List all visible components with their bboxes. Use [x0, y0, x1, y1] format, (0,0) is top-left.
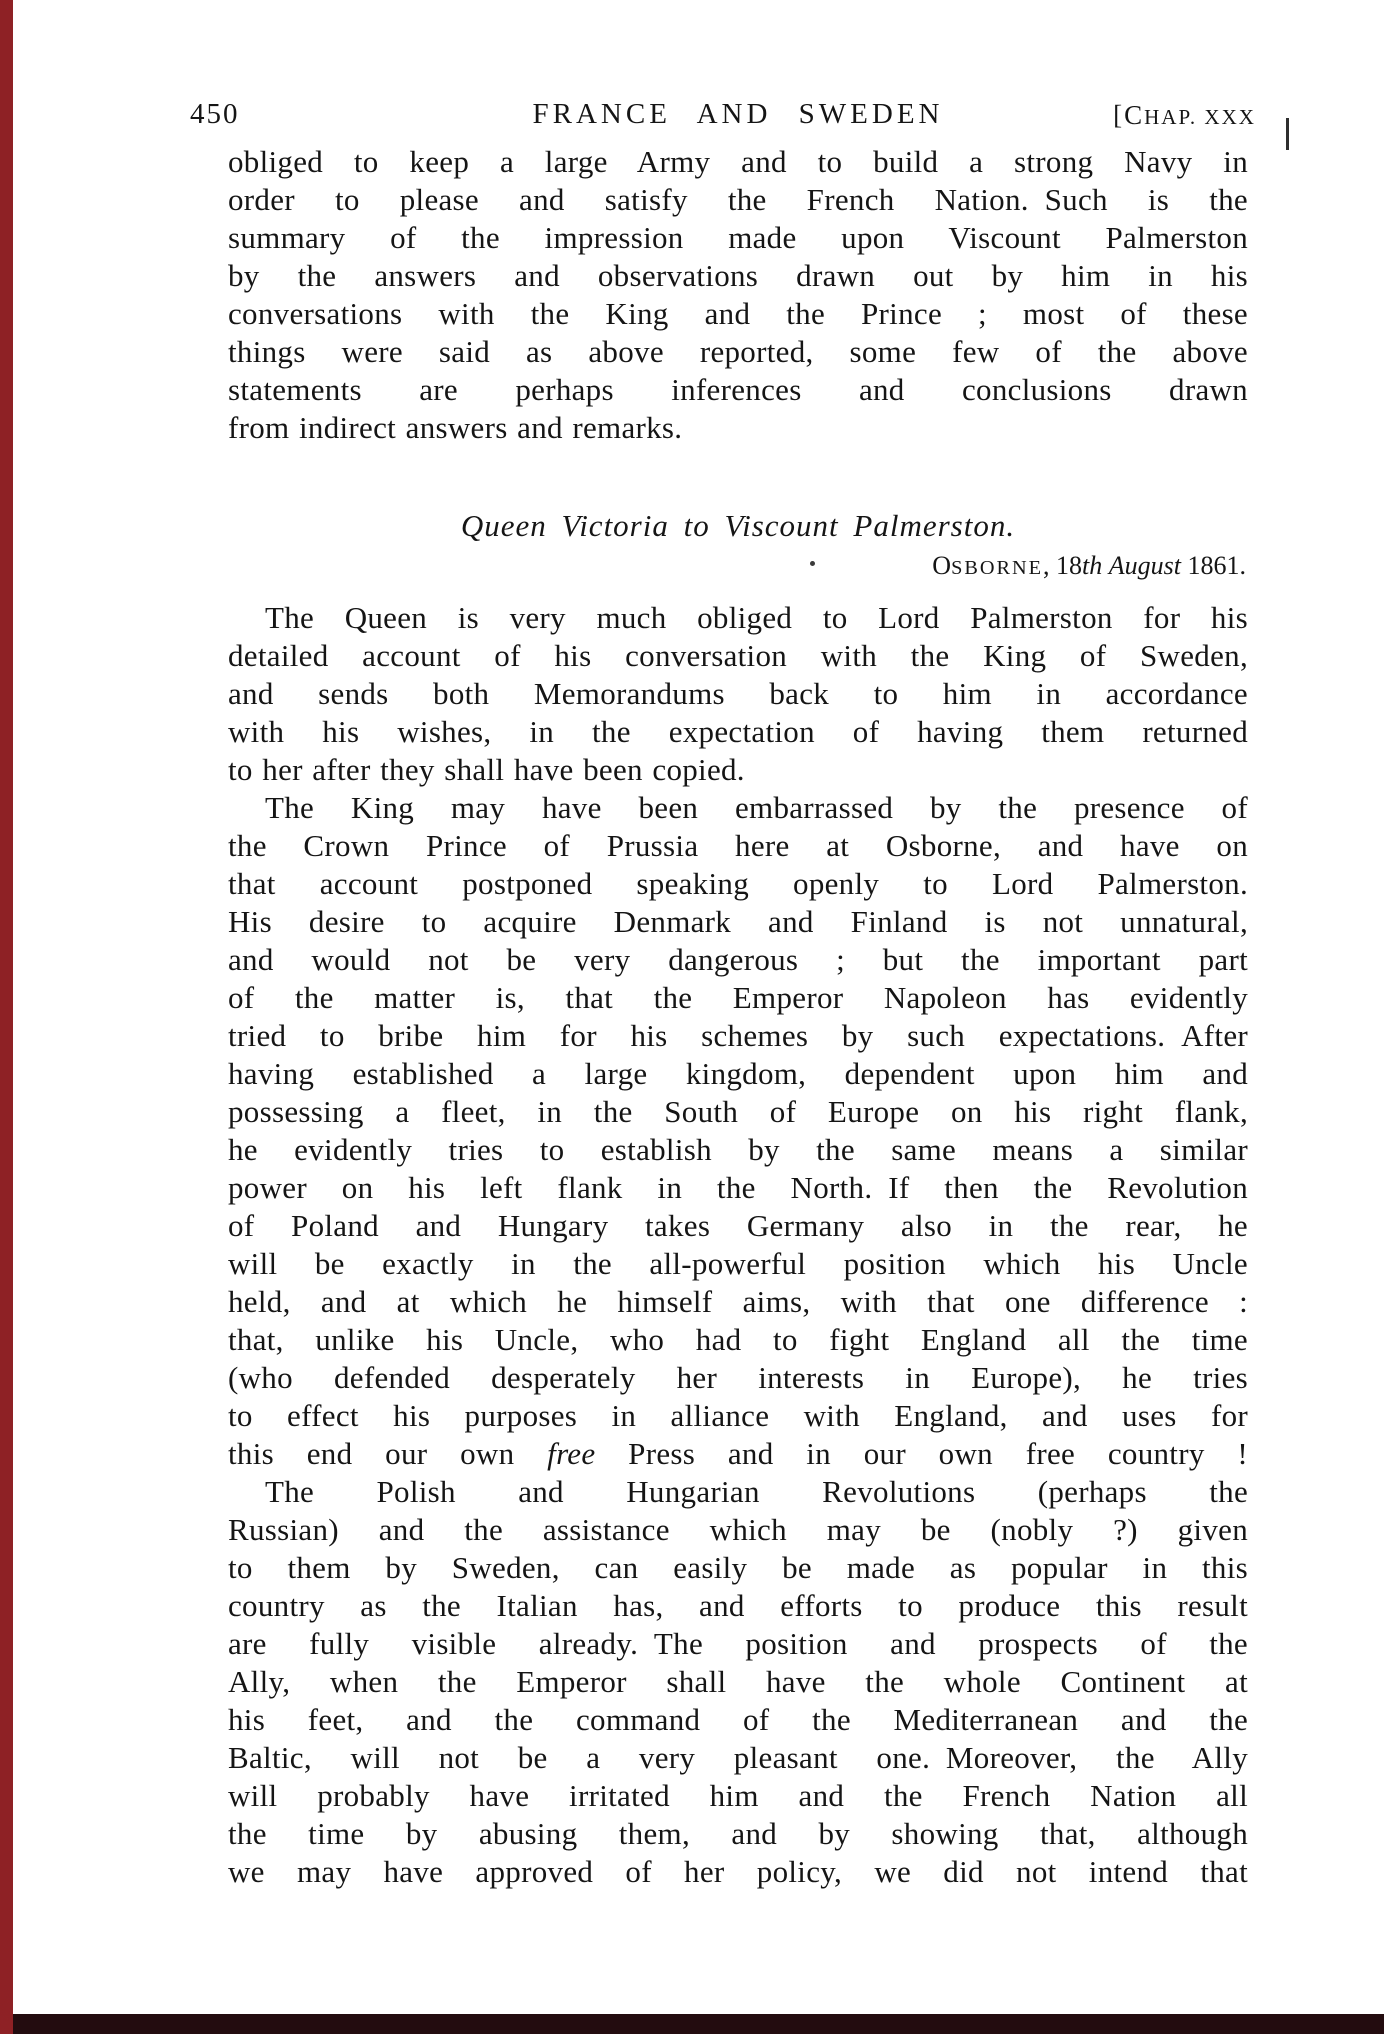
text-line: the Crown Prince of Prussia here at Osborne, and have on	[228, 828, 1248, 863]
running-head	[190, 97, 1256, 131]
text-line: His desire to acquire Denmark and Finland is not unnatural,	[228, 904, 1248, 939]
text-line: and would not be very dangerous ; but the important part	[228, 942, 1248, 977]
text-line: to her after they shall have been copied.	[228, 752, 745, 787]
text-line: conversations with the King and the Prince ; most of these	[228, 296, 1248, 331]
text-line: summary of the impression made upon Viscount Palmerston	[228, 220, 1248, 255]
text-run: , 18	[1043, 551, 1083, 580]
text-line: Baltic, will not be a very pleasant one. Moreover, the Ally	[228, 1740, 1248, 1775]
text-line: with his wishes, in the expectation of having them returned	[228, 714, 1248, 749]
text-run: HAP. XXX	[1144, 105, 1256, 129]
text-line: from indirect answers and remarks.	[228, 410, 683, 445]
text-run: O	[932, 551, 952, 580]
text-line: and sends both Memorandums back to him in accordance	[228, 676, 1248, 711]
text-line: to effect his purposes in alliance with England, and uses for	[228, 1398, 1248, 1433]
text-line: of Poland and Hungary takes Germany also in the rear, he	[228, 1208, 1248, 1243]
text-run: August	[1108, 551, 1181, 580]
text-line: the time by abusing them, and by showing that, although	[228, 1816, 1248, 1851]
text-line: The Polish and Hungarian Revolutions (perhaps the	[265, 1474, 1248, 1509]
page-number: 450	[190, 98, 240, 130]
paragraph-king-embarrassed	[228, 789, 1248, 1473]
text-run: 1861.	[1181, 551, 1246, 580]
text-line: by the answers and observations drawn out by him in his	[228, 258, 1248, 293]
letter-heading-text: Queen Victoria to Viscount Palmerston.	[460, 508, 1016, 543]
text-line: of the matter is, that the Emperor Napoleon has evidently	[228, 980, 1248, 1015]
text-line: (who defended desperately her interests in Europe), he tries	[228, 1360, 1248, 1395]
text-line: we may have approved of her policy, we did not intend that	[228, 1854, 1248, 1889]
text-line: order to please and satisfy the French Nation. Such is the	[228, 182, 1248, 217]
letter-heading	[228, 507, 1248, 545]
text-line: things were said as above reported, some few of the above	[228, 334, 1248, 369]
paragraph-queen-obliged	[228, 599, 1248, 789]
text-line: The Queen is very much obliged to Lord Palmerston for his	[265, 600, 1248, 635]
text-line: The King may have been embarrassed by the presence of	[265, 790, 1248, 825]
text-column	[190, 0, 1256, 1891]
text-line: power on his left flank in the North. If then the Revolution	[228, 1170, 1248, 1205]
text-line: to them by Sweden, can easily be made as popular in this	[228, 1550, 1248, 1585]
text-run: th	[1082, 551, 1103, 580]
text-run: [C	[1113, 100, 1145, 130]
text-line: Russian) and the assistance which may be (nobly ?) given	[228, 1512, 1248, 1547]
text-line: statements are perhaps inferences and conclusions drawn	[228, 372, 1248, 407]
text-line: tried to bribe him for his schemes by such expectations. After	[228, 1018, 1248, 1053]
text-line: he evidently tries to establish by the same means a similar	[228, 1132, 1248, 1167]
text-line: his feet, and the command of the Mediterranean and the	[228, 1702, 1248, 1737]
text-line: are fully visible already. The position and prospects of the	[228, 1626, 1248, 1661]
paragraph-continuation	[228, 143, 1248, 447]
paragraph-polish-hungarian	[228, 1473, 1248, 1891]
text-line: country as the Italian has, and efforts to produce this result	[228, 1588, 1248, 1623]
scan-edge-left-bar	[0, 0, 13, 2034]
scan-edge-bottom-bar	[0, 2014, 1384, 2034]
text-line: this end our own free Press and in our own free country !	[228, 1436, 1248, 1471]
text-line: will be exactly in the all-powerful position which his Uncle	[228, 1246, 1248, 1281]
text-line: held, and at which he himself aims, with that one difference :	[228, 1284, 1248, 1319]
text-run: SBORNE	[951, 557, 1044, 579]
text-line: Ally, when the Emperor shall have the whole Continent at	[228, 1664, 1248, 1699]
text-line: that, unlike his Uncle, who had to fight England all the time	[228, 1322, 1248, 1357]
text-line: that account postponed speaking openly to Lord Palmerston.	[228, 866, 1248, 901]
text-line: detailed account of his conversation with the King of Sweden,	[228, 638, 1248, 673]
chapter-marker	[1113, 98, 1256, 134]
text-line: possessing a fleet, in the South of Europe on his right flank,	[228, 1094, 1248, 1129]
scan-artifact-tick	[1286, 118, 1289, 150]
text-line: will probably have irritated him and the French Nation all	[228, 1778, 1248, 1813]
running-title: FRANCE AND SWEDEN	[532, 98, 944, 130]
text-line: having established a large kingdom, dependent upon him and	[228, 1056, 1248, 1091]
text-line: obliged to keep a large Army and to build a strong Navy in	[228, 144, 1248, 179]
letter-dateline	[228, 551, 1248, 581]
